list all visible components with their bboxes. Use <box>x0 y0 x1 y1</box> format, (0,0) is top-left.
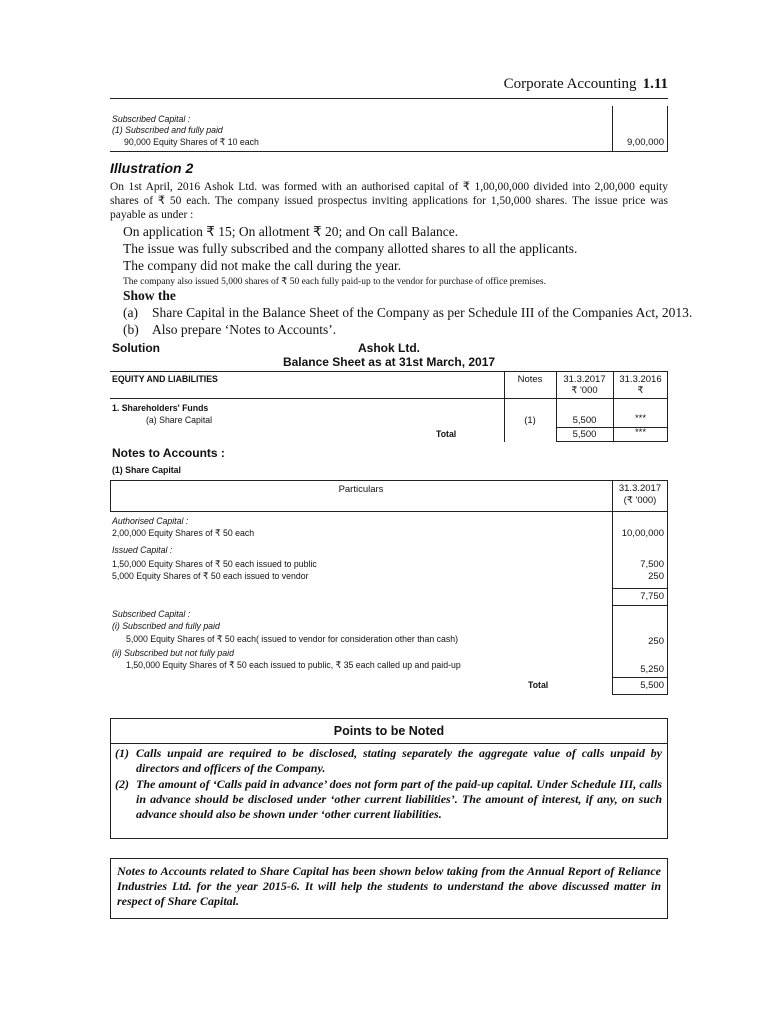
item-b-text: Also prepare ‘Notes to Accounts’. <box>152 322 337 337</box>
page-header <box>110 76 668 99</box>
subscribed-ii-line: 1,50,000 Equity Shares of ₹ 50 each issued to public, ₹ 35 each called up and paid-up <box>126 660 461 671</box>
bs-row-note: (1) <box>524 415 536 426</box>
bs-header-2016-unit: ₹ <box>637 385 644 396</box>
illustration-para: On 1st April, 2016 Ashok Ltd. was formed with an authorised capital of ₹ 1,00,00,000 divided into 2,00,000 equity shares of ₹ 50 each. The company issued prospectus inviting applications for 1,50,000 shares. The issue price was payable as under : <box>110 181 668 221</box>
issued-label: Issued Capital : <box>112 545 173 556</box>
header-text <box>504 76 668 93</box>
book-title: Corporate Accounting <box>503 76 637 92</box>
notes-total-label: Total <box>528 680 549 691</box>
point-1-text: Calls unpaid are required to be disclosed, stating separately the aggregate value of calls unpaid by directors and officers of the Company. <box>136 746 662 775</box>
issued-line2-amount: 250 <box>648 571 664 582</box>
subscribed-i-amount: 250 <box>648 636 664 647</box>
notes-title: Notes to Accounts : <box>112 446 225 460</box>
bs-header-2016: 31.3.2016 <box>619 374 662 385</box>
balance-sheet-table <box>110 371 668 442</box>
top-table <box>110 106 668 152</box>
bs-row-2016: *** <box>634 413 647 424</box>
reliance-note-text: Notes to Accounts related to Share Capital has been shown below taking from the Annual Report of Reliance Industries Ltd. for the year 2015-6. It will help the students to understand the above discussed matter in respect of Share Capital. <box>117 864 661 908</box>
notes-header-date: 31.3.2017 <box>618 483 662 494</box>
notes-subtitle: (1) Share Capital <box>112 465 181 476</box>
item-a-text: Share Capital in the Balance Sheet of the Company as per Schedule III of the Companies Act, 2013. <box>152 305 693 320</box>
bs-total-2017: 5,500 <box>572 429 597 440</box>
subscribed-ii: (ii) Subscribed but not fully paid <box>112 648 234 659</box>
illustration-title: Illustration 2 <box>110 160 194 176</box>
bs-header-equity: EQUITY AND LIABILITIES <box>112 374 218 385</box>
item-b-label: (b) <box>123 322 139 337</box>
point-2-text: The amount of ‘Calls paid in advance’ does not form part of the paid-up capital. Under Schedule III, calls in advance should be disclosed under ‘other current liabilities’. The amount of interest, if any, on such advance should also be shown under ‘other current liabilities. <box>136 777 662 821</box>
issued-line1: 1,50,000 Equity Shares of ₹ 50 each issued to public <box>112 559 317 570</box>
top-label: Subscribed Capital : <box>112 114 191 125</box>
bs-total-2016: *** <box>634 427 647 438</box>
balance-sheet-title: Balance Sheet as at 31st March, 2017 <box>282 355 496 369</box>
auth-line: 2,00,000 Equity Shares of ₹ 50 each <box>112 528 255 539</box>
bs-header-2017: 31.3.2017 <box>563 374 606 385</box>
auth-amount: 10,00,000 <box>621 528 664 539</box>
subscribed-i: (i) Subscribed and fully paid <box>112 621 220 632</box>
bs-header-2017-unit: ₹ '000 <box>571 385 598 396</box>
solution-label: Solution <box>112 341 160 355</box>
point-1-number: (1) <box>115 746 129 760</box>
bs-row-shareholders: 1. Shareholders' Funds <box>112 403 209 414</box>
bs-row-share-capital: (a) Share Capital <box>146 415 213 426</box>
subscribed-label: Subscribed Capital : <box>112 609 191 620</box>
bs-header-notes: Notes <box>517 374 543 385</box>
notes-header-unit: (₹ '000) <box>623 495 657 506</box>
illustration-l2: The issue was fully subscribed and the company allotted shares to all the applicants. <box>123 241 578 256</box>
top-line1: (1) Subscribed and fully paid <box>112 125 223 136</box>
issued-line2: 5,000 Equity Shares of ₹ 50 each issued to vendor <box>112 571 309 582</box>
issued-line1-amount: 7,500 <box>640 559 664 570</box>
auth-label: Authorised Capital : <box>112 516 189 527</box>
points-title: Points to be Noted <box>333 724 445 738</box>
point-2-number: (2) <box>115 777 129 791</box>
notes-header-particulars: Particulars <box>338 484 384 495</box>
top-line2: 90,000 Equity Shares of ₹ 10 each <box>124 137 259 148</box>
issued-total: 7,750 <box>640 591 664 602</box>
show-the: Show the <box>123 288 176 303</box>
reliance-note-box <box>110 858 668 919</box>
illustration-l4: The company also issued 5,000 shares of ₹ 50 each fully paid-up to the vendor for purchase of office premises. <box>123 277 546 287</box>
illustration-l1: On application ₹ 15; On allotment ₹ 20; and On call Balance. <box>123 224 459 239</box>
company-name: Ashok Ltd. <box>358 341 420 355</box>
bs-total-label: Total <box>436 429 457 440</box>
bs-row-2017: 5,500 <box>572 415 597 426</box>
illustration-l3: The company did not make the call during the year. <box>123 258 402 273</box>
notes-total-amount: 5,500 <box>640 680 664 691</box>
item-a-label: (a) <box>123 305 138 320</box>
top-amount: 9,00,000 <box>627 137 664 148</box>
page-number: 1.11 <box>642 76 668 92</box>
subscribed-i-line: 5,000 Equity Shares of ₹ 50 each( issued to vendor for consideration other than cash) <box>126 634 459 645</box>
notes-table <box>110 480 668 695</box>
subscribed-ii-amount: 5,250 <box>640 664 664 675</box>
points-box <box>110 718 668 839</box>
